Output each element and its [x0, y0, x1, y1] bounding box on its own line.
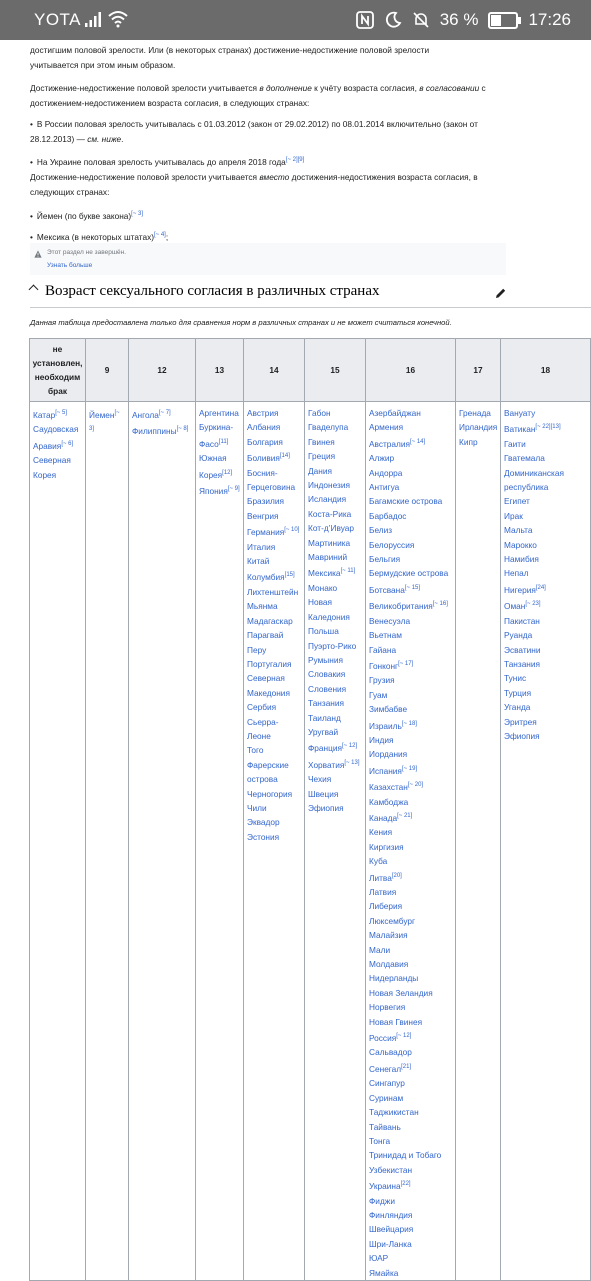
footnote-ref[interactable]: [24]	[535, 584, 546, 591]
country-link[interactable]: Румыния	[308, 654, 343, 665]
country-link[interactable]: Литва[20]	[369, 872, 402, 883]
footnote-ref[interactable]: [12]	[222, 469, 233, 476]
country-link[interactable]: Нигерия[24]	[504, 584, 546, 595]
country-link[interactable]: Армения	[369, 422, 404, 433]
country-link[interactable]: Уругвай	[308, 726, 339, 737]
country-link[interactable]: Тайвань	[369, 1121, 401, 1132]
footnote-ref[interactable]: [~ 12]	[342, 743, 358, 750]
country-link[interactable]: ЮАР	[369, 1253, 389, 1264]
country-link[interactable]: Тонга	[369, 1135, 391, 1146]
country-link[interactable]: Намибия	[504, 554, 539, 565]
country-link[interactable]: Грузия	[369, 675, 395, 686]
country-link[interactable]: Руанда	[504, 630, 533, 641]
country-link[interactable]: Кот-д’Ивуар	[308, 523, 354, 534]
country-link[interactable]: Греция	[308, 451, 336, 462]
country-link[interactable]: Тринидад и Тобаго	[369, 1150, 442, 1161]
country-link[interactable]: Багамские острова	[369, 496, 443, 507]
footnote-ref[interactable]: [~ 19]	[401, 765, 418, 772]
footnote-ref[interactable]: [22]	[400, 1181, 411, 1188]
column-header-15: 15	[305, 339, 366, 402]
country-link[interactable]: Венгрия	[247, 510, 279, 521]
country-link[interactable]: Таиланд	[308, 712, 341, 723]
country-link[interactable]: Иордания	[369, 749, 408, 760]
country-link[interactable]: Мали	[369, 944, 391, 955]
country-link[interactable]: Азербайджан	[369, 408, 421, 418]
country-link[interactable]: Эсватини	[504, 644, 541, 655]
country-link[interactable]: Пакистан	[504, 615, 540, 626]
country-link[interactable]: Сербия	[247, 702, 277, 713]
para2-text-e: с достижением-недостижением возраста согласия, в следующих странах:	[30, 83, 486, 108]
column-header-18: 18	[501, 339, 591, 402]
intro-line-1: достигшим половой зрелости. Или (в некоторых странах) достижение-недостижение половой зрелости	[30, 45, 430, 55]
country-link[interactable]: Албания	[247, 422, 281, 433]
country-link[interactable]: Португалия	[247, 658, 292, 669]
country-link[interactable]: Перу	[247, 644, 267, 655]
country-link[interactable]: Андорра	[369, 467, 403, 478]
yemen-link[interactable]: Йемен	[36, 211, 63, 221]
footnote-ref[interactable]: [11]	[218, 438, 229, 445]
country-link[interactable]: Германия[~ 10]	[247, 527, 300, 538]
para2-italic-b: в дополнение	[259, 83, 312, 93]
country-link[interactable]: Ямайка	[369, 1267, 399, 1278]
battery-icon	[488, 12, 518, 29]
country-link[interactable]: Финляндия	[369, 1209, 413, 1220]
country-link[interactable]: Италия	[247, 541, 276, 552]
section-heading-text: Возраст сексуального согласия в различных странах	[45, 283, 380, 299]
column-header-17: 17	[456, 339, 501, 402]
footnote-ref[interactable]: [20]	[391, 872, 402, 879]
country-link[interactable]: Камбоджа	[369, 796, 409, 807]
country-cell	[501, 402, 591, 1281]
country-link[interactable]: Египет	[504, 496, 530, 507]
country-link[interactable]: Бразилия	[247, 496, 284, 507]
country-link[interactable]: Мадагаскар	[247, 615, 293, 626]
carrier-name: YOTA	[34, 10, 82, 29]
wifi-icon	[108, 10, 128, 28]
country-link[interactable]: Бельгия	[369, 554, 401, 565]
country-link[interactable]: Киргизия	[369, 841, 404, 852]
country-link[interactable]: Аргентина	[199, 408, 239, 418]
country-link[interactable]: Гуам	[369, 689, 388, 700]
column-header-13: 13	[196, 339, 244, 402]
country-link[interactable]: Босния-Герцеговина	[247, 467, 296, 493]
list-item: • Мексика (в некоторых штатах)[~ 4];	[30, 228, 510, 245]
country-link[interactable]: Монако	[308, 582, 338, 593]
country-link[interactable]: Белиз	[369, 525, 393, 536]
country-link[interactable]: Швейцария	[369, 1224, 414, 1235]
footnote-ref[interactable]: [~ 16]	[432, 601, 448, 608]
country-link[interactable]: Саудовская Аравия[~ 6]	[33, 424, 79, 451]
country-link[interactable]: Вануату	[504, 408, 536, 418]
status-bar	[0, 0, 591, 40]
country-link[interactable]: Тунис	[504, 673, 527, 684]
country-link[interactable]: Катар[~ 5]	[33, 410, 68, 420]
country-link[interactable]: Новая Каледония	[308, 597, 350, 622]
footnote-ref[interactable]: [15]	[284, 572, 295, 579]
country-link[interactable]: Израиль[~ 18]	[369, 720, 417, 731]
footnote-ref[interactable]: [~ 3]	[131, 211, 144, 217]
country-link[interactable]: Фиджи	[369, 1195, 395, 1206]
country-link[interactable]: Гвинея	[308, 436, 335, 447]
country-link[interactable]: Ирак	[504, 510, 523, 521]
country-link[interactable]: Польша	[308, 626, 339, 637]
pubertal-addition-paragraph	[30, 81, 515, 111]
country-link[interactable]: Чехия	[308, 774, 332, 785]
country-link[interactable]: Пуэрто-Рико	[308, 640, 357, 651]
country-link[interactable]: Ирландия	[459, 422, 498, 433]
section-divider	[30, 307, 591, 308]
country-link[interactable]: Испания[~ 19]	[369, 765, 418, 776]
footnote-ref[interactable]: [~ 22][13]	[535, 424, 561, 431]
country-link[interactable]: Шри-Ланка	[369, 1238, 412, 1249]
signal-icon	[85, 12, 103, 28]
battery-percent: 36 %	[439, 10, 479, 29]
country-link[interactable]: Гватемала	[504, 453, 545, 464]
country-link[interactable]: Узбекистан	[369, 1164, 413, 1175]
footnote-ref[interactable]: [~ 6]	[61, 440, 74, 447]
list-item: • Йемен (по букве закона)[~ 3]	[30, 207, 510, 224]
country-link[interactable]: Вьетнам	[369, 630, 402, 641]
footnote-ref[interactable]: [~ 5]	[55, 410, 68, 416]
country-link[interactable]: Доминиканская республика	[504, 467, 564, 493]
notice-text: Этот раздел не завершён.	[47, 249, 127, 256]
country-link[interactable]: Куба	[369, 856, 388, 867]
footnote-ref[interactable]: [~ 10]	[284, 527, 300, 534]
table-header-row	[30, 339, 591, 402]
pencil-icon[interactable]	[495, 287, 507, 299]
country-link[interactable]: Мавриний	[308, 552, 348, 563]
ukraine-link[interactable]: Украине	[49, 157, 82, 167]
country-cell	[244, 402, 305, 1281]
moon-icon	[384, 11, 402, 29]
country-link[interactable]: Мексика[~ 11]	[308, 568, 356, 579]
para2-text-c: к учёту возраста согласия,	[311, 83, 420, 93]
country-cell	[366, 402, 456, 1281]
country-link[interactable]: Словакия	[308, 669, 346, 680]
footnote-ref[interactable]: [~ 11]	[340, 568, 356, 575]
country-link[interactable]: Буркина-Фасо[11]	[199, 422, 234, 449]
incomplete-section-notice	[30, 243, 506, 275]
country-link[interactable]: Коста-Рика	[308, 508, 352, 519]
country-link[interactable]: Дания	[308, 465, 332, 476]
country-link[interactable]: Казахстан[~ 20]	[369, 782, 424, 793]
country-link[interactable]: Бермудские острова	[369, 568, 449, 579]
country-cell	[456, 402, 501, 1281]
country-link[interactable]: Белоруссия	[369, 539, 415, 550]
country-link[interactable]: Филиппины[~ 8]	[132, 426, 189, 437]
country-link[interactable]: Барбадос	[369, 510, 407, 521]
pubertal-addition-list	[30, 117, 510, 170]
country-link[interactable]: Канада[~ 21]	[369, 812, 413, 823]
column-header-14: 14	[244, 339, 305, 402]
para2-text-a: Достижение-недостижение половой зрелости учитывается	[30, 83, 260, 93]
country-link[interactable]: Сингапур	[369, 1078, 405, 1089]
nfc-icon	[356, 11, 374, 29]
intro-line-2: учитывается при этом иным образом.	[30, 60, 176, 70]
country-link[interactable]: Северная Корея	[33, 455, 71, 480]
country-link[interactable]: Зимбабве	[369, 704, 408, 715]
footnote-ref[interactable]: [21]	[401, 1063, 412, 1070]
footnote-ref[interactable]: [~ 18]	[401, 720, 417, 727]
country-link[interactable]: Австралия[~ 14]	[369, 438, 426, 449]
country-link[interactable]: Эритрея	[504, 716, 537, 727]
pubertal-instead-paragraph: Достижение-недостижение половой зрелости учитывается вместо достижения-недостижения возраста согласия, в следующих странах:	[30, 172, 478, 197]
country-link[interactable]: Уганда	[504, 702, 531, 713]
russia-link[interactable]: России	[44, 119, 73, 129]
country-link[interactable]: Габон	[308, 408, 331, 418]
column-header-no-age: не установлен, необходим брак	[30, 339, 86, 402]
country-link[interactable]: Колумбия[15]	[247, 572, 295, 583]
pubertal-instead-list	[30, 207, 510, 245]
footnote-ref[interactable]: [~ 17]	[398, 660, 414, 667]
country-link[interactable]: Индия	[369, 734, 394, 745]
country-link[interactable]: Гваделупа	[308, 422, 349, 433]
country-link[interactable]: Молдавия	[369, 959, 409, 970]
list-item: • На Украине половая зрелость учитывалась до апреля 2018 года[~ 2][9]	[30, 153, 510, 170]
country-link[interactable]: Суринам	[369, 1092, 404, 1103]
footnote-ref[interactable]: [14]	[279, 453, 290, 460]
country-link[interactable]: Мальта	[504, 525, 533, 536]
country-link[interactable]: Сенегал[21]	[369, 1063, 412, 1074]
footnote-ref[interactable]: [~ 3]	[89, 410, 120, 433]
footnote-ref[interactable]: [~ 21]	[397, 812, 413, 819]
country-link[interactable]: Новая Гвинея	[369, 1016, 423, 1027]
column-header-12: 12	[129, 339, 196, 402]
country-link[interactable]: Эфиопия	[308, 802, 344, 813]
age-of-consent-table	[29, 338, 591, 1281]
country-link[interactable]: Япония[~ 9]	[199, 486, 240, 497]
battery-level-fill	[491, 15, 500, 26]
country-link[interactable]: Танзания	[308, 698, 345, 709]
footnote-ref[interactable]: [~ 7]	[158, 410, 171, 416]
footnote-ref[interactable]: [~ 4]	[153, 232, 166, 238]
footnote-ref[interactable]: [~ 15]	[404, 584, 421, 591]
country-link[interactable]: Словения	[308, 683, 347, 694]
country-link[interactable]: Франция[~ 12]	[308, 743, 358, 754]
footnote-ref[interactable]: [~ 13]	[344, 759, 360, 766]
footnote-ref[interactable]: [~ 20]	[407, 782, 424, 789]
country-cell	[30, 402, 86, 1281]
footnote-ref[interactable]: [~ 9]	[227, 486, 240, 493]
country-link[interactable]: Гаити	[504, 438, 526, 449]
footnote-ref[interactable]: [~ 14]	[410, 438, 426, 445]
learn-more-link[interactable]: Узнать больше	[47, 262, 93, 269]
country-link[interactable]: Китай	[247, 556, 270, 567]
country-link[interactable]: Венесуэла	[369, 615, 411, 626]
table-note: Данная таблица предоставлена только для сравнения норм в различных странах и не может считаться конечной.	[30, 318, 452, 327]
country-link[interactable]: Малайзия	[369, 930, 408, 941]
country-link[interactable]: Гайана	[369, 644, 397, 655]
country-link[interactable]: Парагвай	[247, 630, 284, 641]
footnote-ref[interactable]: [~ 2][9]	[285, 157, 305, 163]
country-link[interactable]: Кения	[369, 827, 393, 838]
country-link[interactable]: Индонезия	[308, 480, 350, 491]
country-link[interactable]: Эфиопия	[504, 730, 540, 741]
country-link[interactable]: Швеция	[308, 788, 339, 799]
column-header-9: 9	[86, 339, 129, 402]
intro-paragraph	[30, 43, 515, 73]
country-link[interactable]: Марокко	[504, 539, 537, 550]
footnote-ref[interactable]: [~ 23]	[525, 601, 541, 608]
country-link[interactable]: Эстония	[247, 831, 280, 842]
country-link[interactable]: Йемен[~ 3]	[89, 410, 120, 433]
country-cell	[305, 402, 366, 1281]
country-link[interactable]: Северная Македония	[247, 673, 290, 698]
country-cell	[129, 402, 196, 1281]
country-link[interactable]: Гонконг[~ 17]	[369, 660, 414, 671]
country-link[interactable]: Танзания	[504, 658, 541, 669]
country-cell	[196, 402, 244, 1281]
country-link[interactable]: Хорватия[~ 13]	[308, 759, 360, 770]
para2-italic-d: в согласовании	[419, 83, 480, 93]
country-link[interactable]: Латвия	[369, 887, 397, 897]
country-link[interactable]: Ватикан[~ 22][13]	[504, 424, 561, 435]
country-link[interactable]: Мьянма	[247, 601, 278, 612]
country-link[interactable]: Сальвадор	[369, 1047, 412, 1058]
country-link[interactable]: Антигуа	[369, 482, 400, 493]
country-link[interactable]: Гренада	[459, 408, 491, 418]
bell-off-icon	[412, 11, 430, 29]
country-link[interactable]: Великобритания[~ 16]	[369, 601, 448, 612]
country-link[interactable]: Украина[22]	[369, 1181, 411, 1192]
country-link[interactable]: Южная Корея[12]	[199, 453, 233, 480]
country-link[interactable]: Люксембург	[369, 915, 416, 926]
list-item: • В России половая зрелость учитывалась с 01.03.2012 (закон от 29.02.2012) по 08.01.2014 включительно (закон от 28.12.2013) — см. ниже.	[30, 117, 510, 147]
country-link[interactable]: Исландия	[308, 494, 347, 505]
country-link[interactable]: Норвегия	[369, 1002, 406, 1013]
country-link[interactable]: Черногория	[247, 788, 293, 799]
country-link[interactable]: Турция	[504, 687, 532, 698]
country-link[interactable]: Россия[~ 12]	[369, 1033, 412, 1044]
country-link[interactable]: Непал	[504, 568, 529, 579]
mexico-link[interactable]: Мексика	[36, 232, 70, 242]
footnote-ref[interactable]: [~ 12]	[396, 1033, 412, 1040]
country-link[interactable]: Нидерланды	[369, 973, 419, 984]
column-header-16: 16	[366, 339, 456, 402]
country-link[interactable]: Ангола[~ 7]	[132, 410, 171, 420]
chevron-up-icon[interactable]	[29, 285, 39, 295]
country-link[interactable]: Боливия[14]	[247, 453, 290, 464]
country-link[interactable]: Эквадор	[247, 817, 280, 828]
section-heading[interactable]	[30, 283, 380, 300]
country-link[interactable]: Таджикистан	[369, 1107, 419, 1118]
country-link[interactable]: Австрия	[247, 408, 279, 418]
warning-icon	[34, 250, 42, 258]
country-link[interactable]: Того	[247, 745, 264, 756]
country-link[interactable]: Мартиника	[308, 537, 351, 548]
country-link[interactable]: Новая Зеландия	[369, 987, 433, 998]
country-link[interactable]: Болгария	[247, 436, 283, 447]
clock: 17:26	[528, 10, 571, 29]
country-link[interactable]: Чили	[247, 802, 267, 813]
country-link[interactable]: Сьерра-Леоне	[247, 716, 279, 741]
country-link[interactable]: Алжир	[369, 453, 395, 464]
country-link[interactable]: Ботсвана[~ 15]	[369, 584, 421, 595]
country-link[interactable]: Либерия	[369, 901, 403, 912]
table-row	[30, 402, 591, 1281]
country-cell	[86, 402, 129, 1281]
footnote-ref[interactable]: [~ 8]	[176, 426, 189, 433]
country-link[interactable]: Фарерские острова	[247, 759, 289, 785]
country-link[interactable]: Кипр	[459, 436, 478, 447]
country-link[interactable]: Оман[~ 23]	[504, 601, 541, 612]
country-link[interactable]: Лихтенштейн	[247, 586, 299, 597]
